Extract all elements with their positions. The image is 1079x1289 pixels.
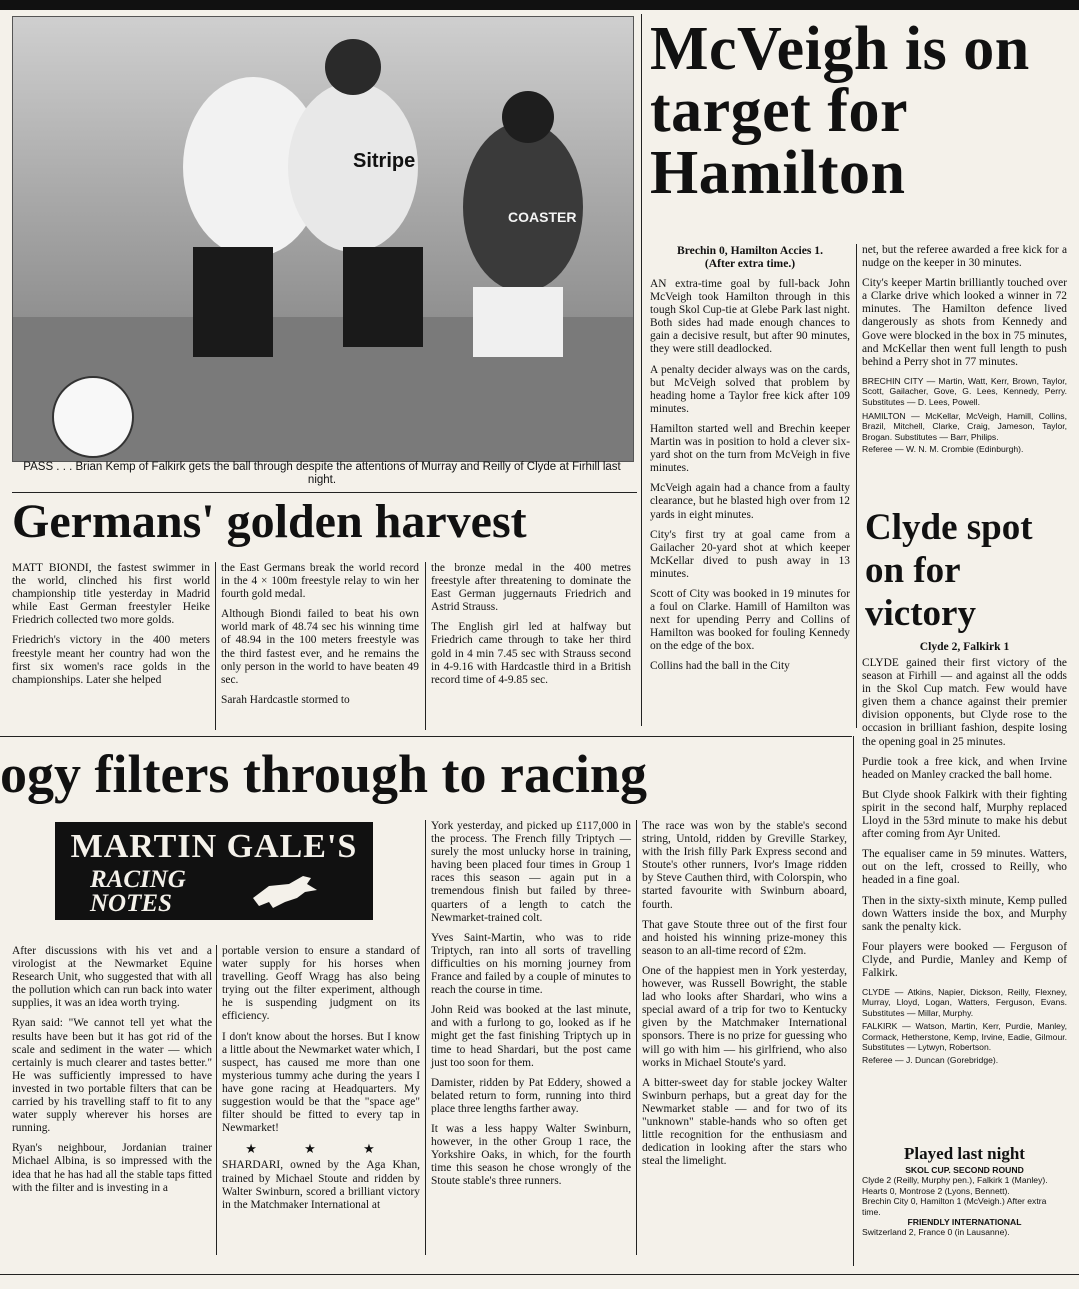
mcveigh-column-2: [862, 244, 1067, 455]
horse-icon: [245, 868, 335, 912]
logo-line-3: NOTES: [90, 890, 172, 917]
mcveigh-result: [650, 244, 850, 270]
paragraph: Sarah Hardcastle stormed to: [221, 693, 350, 706]
clyde-result-line: Clyde 2, Falkirk 1: [919, 640, 1010, 653]
paragraph: But Clyde shook Falkirk with their fighting spirit in the second half, Murphy replaced Lloyd in the 53rd minute to make his debut after coming from Ayr United.: [862, 788, 1067, 841]
racing-column-1: [12, 945, 212, 1202]
paragraph: That gave Stoute three out of the first four and hoisted his winning prize-money this season to an all-time record of £2m.: [642, 918, 847, 957]
paragraph: City's first try at goal came from a Gailacher 20-yard shot at which keeper McKellar dived to push away in 13 minutes.: [650, 528, 850, 580]
paragraph: City's keeper Martin brilliantly touched over a Clarke drive which looked a winner in 72 minutes. The Hamilton defence lived dangerously as shots from Kennedy and Gove were blocked in the box in 75 minutes, and McKellar then went full length to push behind a Perry shot in 77 minutes.: [862, 277, 1067, 368]
paragraph: Then in the sixty-sixth minute, Kemp pulled down Watters inside the box, and Murphy sank the penalty kick.: [862, 894, 1067, 933]
paragraph: SHARDARI, owned by the Aga Khan, trained by Michael Stoute and ridden by Walter Swinburn, scored a brilliant victory in the Matchmaker International at: [222, 1159, 420, 1211]
clyde-referee: Referee — J. Duncan (Gorebridge).: [862, 1054, 999, 1065]
mcveigh-result-line: Brechin 0, Hamilton Accies 1.: [677, 244, 823, 257]
played-last-night-box: [862, 1143, 1067, 1238]
paragraph: It was a less happy Walter Swinburn, however, in the other Group 1 race, the Yorkshire Oaks, in which, for the fourth time this season he chose wrongly of the Stoute stable's three runners.: [431, 1122, 631, 1188]
column-divider: [425, 820, 426, 1255]
played-result: Brechin City 0, Hamilton 1 (McVeigh.) After extra time.: [862, 1196, 1047, 1217]
paragraph: A penalty decider always was on the cards, but McVeigh solved that problem by heading home a Taylor free kick after 109 minutes.: [650, 363, 850, 415]
racing-column-4: [642, 820, 847, 1175]
logo-line-1: MARTIN GALE'S: [70, 828, 358, 865]
column-divider: [216, 945, 217, 1255]
top-rule: [0, 0, 1079, 10]
played-result: Switzerland 2, France 0 (in Lausanne).: [862, 1227, 1010, 1238]
logo-line-2: RACING: [90, 866, 186, 893]
paragraph: Collins had the ball in the City: [650, 660, 790, 673]
racing-notes-logo: [55, 822, 373, 920]
germans-column-2: [221, 562, 419, 714]
photo-caption: PASS . . . Brian Kemp of Falkirk gets the ball through despite the attentions of Murray and Reilly of Clyde at Firhill last night.: [23, 461, 621, 486]
clyde-body: [862, 657, 1067, 1065]
paragraph: The race was won by the stable's second string, Untold, ridden by Greville Starkey, with the Irish filly Park Express second and Stoute's other runners, Ivor's Image ridden by Steve Cauthen third, with Colorspin, who started favourite with Swinburn aboard, fourth.: [642, 820, 847, 911]
paragraph: Ryan said: "We cannot tell yet what the results have been but it has got rid of the scale and sediment in the water — which certainly is much clearer and tastes better." He was sufficiently impressed to have invested in two portable filters that can be carried by his travelling staff to fit to any water supply wherever his horses are running.: [12, 1017, 212, 1135]
mcveigh-result-note: (After extra time.): [704, 257, 796, 270]
racing-headline: ogy filters through to racing: [0, 744, 647, 804]
paragraph: After discussions with his vet and a virologist at the Newmarket Equine Research Unit, who suggested that with all the pollution which can run back into water supplies, it was an idea worth trying.: [12, 945, 212, 1010]
mcveigh-headline: McVeigh is on target for Hamilton: [650, 15, 1030, 207]
germans-column-3: [431, 562, 631, 694]
paragraph: Four players were booked — Ferguson of Clyde, and Purdie, Manley and Kemp of Falkirk.: [862, 940, 1067, 979]
paragraph: Yves Saint-Martin, who was to ride Triptych, ran into all sorts of travelling difficulties on his morning journey from France and failed by a couple of minutes to reach the course in time.: [431, 931, 631, 997]
germans-column-1: [12, 562, 210, 694]
germans-headline: Germans' golden harvest: [12, 495, 527, 548]
paragraph: John Reid was booked at the last minute, and with a furlong to go, looked as if he might get the fast finishing Triptych up in time to head Shardari, but the post came just too soon for them.: [431, 1004, 631, 1069]
mcveigh-referee: Referee — W. N. M. Crombie (Edinburgh).: [862, 444, 1024, 455]
paragraph: the East Germans break the world record in the 4 × 100m freestyle relay to win her fourth gold medal.: [221, 562, 419, 601]
column-divider: [641, 14, 642, 726]
shirt-sponsor-1: Sitripe: [353, 150, 416, 172]
section-stars: ★ ★ ★: [245, 1141, 397, 1157]
played-section-2: FRIENDLY INTERNATIONAL: [907, 1217, 1022, 1228]
paragraph: Damister, ridden by Pat Eddery, showed a belated return to form, running into third place three lengths farther away.: [431, 1076, 631, 1115]
paragraph: The English girl led at halfway but Friedrich came through to take her third gold in 4 min 7.45 sec with Strauss second in 4-9.16 with Hardcastle third in a British record time of 4-9.85 sec.: [431, 621, 631, 686]
paragraph: Scott of City was booked in 19 minutes for a foul on Clarke. Hamill of Hamilton was next for upending Perry and Collins of Hamilton was booked for fouling Kennedy on the edge of the box.: [650, 587, 850, 653]
column-divider: [853, 736, 854, 1266]
paragraph: Purdie took a free kick, and when Irvine headed on Manley cracked the ball home.: [862, 755, 1067, 781]
paragraph: Friedrich's victory in the 400 meters freestyle meant her country had won the first six women's race golds in the championships. Later she helped: [12, 634, 210, 686]
paragraph: Ryan's neighbour, Jordanian trainer Michael Albina, is so impressed with the idea that he has had all the stable taps fitted with the filter and is investing in a: [12, 1142, 212, 1194]
paragraph: A bitter-sweet day for stable jockey Walter Swinburn perhaps, but a great day for the Newmarket stable — and for two of its "unknown" stable-hands who so often get little recognition for the enthusiasm and dedication in looking after the stars who steal the limelight.: [642, 1076, 847, 1168]
played-result: Clyde 2 (Reilly, Murphy pen.), Falkirk 1 (Manley).: [862, 1175, 1048, 1186]
paragraph: One of the happiest men in York yesterday, however, was Russell Bowright, the stable lad who looks after Shardari, who wins a special award of a trip for two to Kentucky given by the Matchmaker International sponsors. There is no prize for guessing who will go with him — his girlfriend, who also works in Michael Stoute's yard.: [642, 964, 847, 1069]
players-illustration: [13, 17, 633, 461]
clyde-headline: Clyde spot on for victory: [865, 507, 1033, 634]
mcveigh-column-1: [650, 278, 850, 681]
racing-column-2: [222, 945, 420, 1219]
column-divider: [425, 562, 426, 730]
paragraph: The equaliser came in 59 minutes. Watters, out on the left, crossed to Reilly, who headed in a fine goal.: [862, 848, 1067, 887]
bottom-rule: [0, 1274, 1079, 1275]
section-rule: [0, 736, 852, 737]
paragraph: McVeigh again had a chance from a faulty clearance, but he blasted high over from 12 yards in eight minutes.: [650, 482, 850, 521]
played-result: Hearts 0, Montrose 2 (Lyons, Bennett).: [862, 1185, 1010, 1196]
column-divider: [856, 244, 857, 728]
paragraph: net, but the referee awarded a free kick for a nudge on the keeper in 30 minutes.: [862, 244, 1067, 270]
paragraph: AN extra-time goal by full-back John McVeigh took Hamilton through in this tough Skol Cup-tie at Glebe Park last night. Both sides had made enough chances to gain a decisive result, but after 90 minutes, they were still deadlocked.: [650, 278, 850, 356]
brechin-lineup: BRECHIN CITY — Martin, Watt, Kerr, Brown, Taylor, Scott, Gailacher, Gove, G. Lees, Kennedy, Perry. Substitutes — D. Lees, Powell.: [862, 375, 1067, 407]
paragraph: Although Biondi failed to beat his own world mark of 48.74 sec his winning time of 48.94 in the 100 meters freestyle was the third fastest ever, and he remains the only person in the world to have beaten 49 sec.: [221, 608, 419, 686]
clyde-lineup: CLYDE — Atkins, Napier, Dickson, Reilly, Flexney, Murray, Lloyd, Logan, Watters, Ferguson, Evans. Substitutes — Millar, Murphy.: [862, 987, 1067, 1018]
column-divider: [636, 820, 637, 1255]
shirt-sponsor-2: COASTER: [508, 209, 577, 225]
section-rule: [12, 492, 637, 493]
paragraph: the bronze medal in the 400 metres freestyle after threatening to dominate the East German juggernauts Friedrich and Astrid Strauss.: [431, 562, 631, 614]
column-divider: [215, 562, 216, 730]
football-photo: [12, 16, 634, 462]
played-title: Played last night: [904, 1144, 1025, 1163]
paragraph: I don't know about the horses. But I know a little about the Newmarket water which, I suspect, has caused me more than one mysterious tummy ache during the years I have gone racing at Headquarters. My suggestion would be that the "space age" filter should be fitted to every tap in Newmarket!: [222, 1030, 420, 1135]
racing-column-3: [431, 820, 631, 1195]
falkirk-lineup: FALKIRK — Watson, Martin, Kerr, Purdie, Manley, Cormack, Hetherstone, Kemp, Irvine, Eadie, Gilmour. Substitutes — Lytwyn, Robertson.: [862, 1021, 1067, 1053]
paragraph: MATT BIONDI, the fastest swimmer in the world, clinched his first world championship title yesterday in Madrid while East German freestyler Heike Friedrich collected two more golds.: [12, 562, 210, 627]
paragraph: Hamilton started well and Brechin keeper Martin was in position to hold a clever six-yard shot on the turn from McVeigh in five minutes.: [650, 422, 850, 475]
played-section-1: SKOL CUP. SECOND ROUND: [905, 1165, 1024, 1175]
paragraph: York yesterday, and picked up £117,000 in the process. The French filly Triptych — surely the most unlucky horse in training, having been placed four times in Group 1 races this season — again put in a tremendous finish but failed by three-quarters of a length to catch the Newmarket-trained colt.: [431, 820, 631, 924]
hamilton-lineup: HAMILTON — McKellar, McVeigh, Hamill, Collins, Brazil, Mitchell, Clarke, Craig, Jameson, Taylor, Brogan. Substitutes — Barr, Philips.: [862, 411, 1067, 442]
paragraph: CLYDE gained their first victory of the season at Firhill — and against all the odds in the Skol Cup match. Few would have given them a chance against their premier division opponents, but Clyde rose to the occasion in brilliant fashion, despite losing the opening goal in 25 minutes.: [862, 657, 1067, 748]
paragraph: portable version to ensure a standard of water supply for his horses when travelling. Geoff Wragg has also being trying out the filter experiment, although he is suspending judgment on its efficiency.: [222, 945, 420, 1023]
